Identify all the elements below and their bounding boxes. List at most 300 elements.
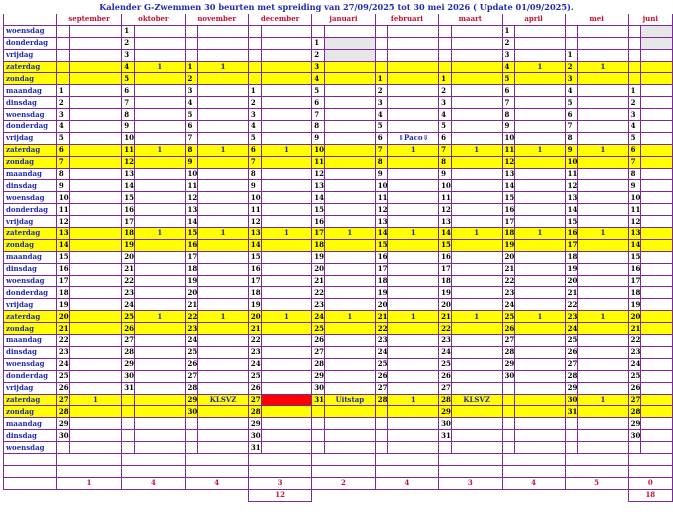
day-number bbox=[122, 394, 135, 406]
day-number: 22 bbox=[375, 323, 388, 335]
day-number: 29 bbox=[56, 418, 69, 430]
session-cell bbox=[388, 192, 439, 204]
session-cell: ⇓Paco⇓ bbox=[388, 132, 439, 144]
day-number: 26 bbox=[56, 382, 69, 394]
day-number: 7 bbox=[122, 97, 135, 109]
day-number: 27 bbox=[312, 346, 325, 358]
day-number bbox=[628, 49, 641, 61]
session-cell bbox=[388, 430, 439, 442]
day-number: 10 bbox=[375, 180, 388, 192]
day-number: 29 bbox=[185, 394, 198, 406]
day-number: 12 bbox=[439, 204, 452, 216]
day-number: 11 bbox=[248, 204, 261, 216]
session-cell: 1 bbox=[198, 61, 249, 73]
calendar-row bbox=[4, 418, 673, 430]
day-number: 16 bbox=[439, 251, 452, 263]
day-number: 2 bbox=[122, 37, 135, 49]
day-number: 14 bbox=[312, 192, 325, 204]
weekday-label: zaterdag bbox=[4, 228, 57, 240]
session-cell: 1 bbox=[69, 394, 122, 406]
day-number: 10 bbox=[628, 192, 641, 204]
session-cell bbox=[261, 37, 312, 49]
session-cell bbox=[641, 109, 673, 121]
session-cell bbox=[515, 97, 565, 109]
day-number: 21 bbox=[56, 323, 69, 335]
day-number bbox=[248, 25, 261, 37]
day-number: 30 bbox=[565, 394, 578, 406]
session-cell bbox=[325, 73, 376, 85]
calendar-row bbox=[4, 49, 673, 61]
day-number bbox=[56, 442, 69, 454]
session-cell bbox=[388, 418, 439, 430]
day-number bbox=[185, 442, 198, 454]
weekday-label: vrijdag bbox=[4, 49, 57, 61]
day-number: 3 bbox=[628, 109, 641, 121]
empty-cell bbox=[4, 489, 57, 501]
day-number: 13 bbox=[439, 216, 452, 228]
day-number: 21 bbox=[502, 263, 515, 275]
weekday-label: maandag bbox=[4, 251, 57, 263]
day-number bbox=[122, 406, 135, 418]
day-number: 22 bbox=[312, 287, 325, 299]
day-number: 9 bbox=[502, 121, 515, 133]
day-number: 5 bbox=[122, 73, 135, 85]
day-number: 30 bbox=[312, 382, 325, 394]
day-number: 3 bbox=[565, 73, 578, 85]
calendar-table bbox=[3, 14, 673, 502]
empty-cell bbox=[56, 489, 121, 501]
session-cell bbox=[69, 85, 122, 97]
day-number: 15 bbox=[565, 216, 578, 228]
session-cell bbox=[451, 25, 502, 37]
day-number: 6 bbox=[565, 109, 578, 121]
day-number bbox=[248, 37, 261, 49]
session-cell bbox=[135, 204, 186, 216]
session-cell bbox=[641, 442, 673, 454]
session-cell bbox=[69, 132, 122, 144]
weekday-label: maandag bbox=[4, 418, 57, 430]
session-cell bbox=[451, 192, 502, 204]
day-number: 3 bbox=[248, 109, 261, 121]
session-cell bbox=[388, 61, 439, 73]
session-cell bbox=[641, 37, 673, 49]
session-cell bbox=[451, 85, 502, 97]
day-number: 17 bbox=[375, 263, 388, 275]
session-cell: Uitstap bbox=[325, 394, 376, 406]
day-number: 5 bbox=[185, 109, 198, 121]
session-cell bbox=[69, 406, 122, 418]
session-cell bbox=[641, 180, 673, 192]
blank-cell bbox=[56, 453, 121, 465]
session-cell bbox=[325, 37, 376, 49]
session-cell bbox=[135, 394, 186, 406]
session-cell bbox=[388, 275, 439, 287]
session-cell: 1 bbox=[515, 61, 565, 73]
session-cell bbox=[325, 61, 376, 73]
blank-row bbox=[4, 453, 673, 465]
session-cell bbox=[135, 97, 186, 109]
session-cell bbox=[325, 358, 376, 370]
session-cell bbox=[198, 406, 249, 418]
session-cell bbox=[261, 370, 312, 382]
session-cell bbox=[198, 180, 249, 192]
session-cell bbox=[69, 287, 122, 299]
session-cell bbox=[135, 109, 186, 121]
session-cell bbox=[451, 442, 502, 454]
session-cell bbox=[135, 180, 186, 192]
session-cell bbox=[451, 370, 502, 382]
day-number: 25 bbox=[56, 370, 69, 382]
session-cell: 1 bbox=[261, 311, 312, 323]
day-number: 23 bbox=[375, 335, 388, 347]
day-number: 28 bbox=[122, 346, 135, 358]
session-cell bbox=[69, 370, 122, 382]
session-cell bbox=[198, 37, 249, 49]
day-number: 20 bbox=[375, 299, 388, 311]
day-number: 4 bbox=[312, 73, 325, 85]
session-cell bbox=[451, 73, 502, 85]
session-cell: 1 bbox=[451, 144, 502, 156]
session-cell bbox=[641, 156, 673, 168]
weekday-label: vrijdag bbox=[4, 382, 57, 394]
month-total: 2 bbox=[312, 477, 375, 489]
calendar-row bbox=[4, 168, 673, 180]
session-cell: 1 bbox=[578, 394, 628, 406]
day-number bbox=[185, 49, 198, 61]
session-cell bbox=[325, 263, 376, 275]
session-cell: 1 bbox=[388, 394, 439, 406]
weekday-label: zaterdag bbox=[4, 311, 57, 323]
session-cell bbox=[641, 168, 673, 180]
day-number: 23 bbox=[312, 299, 325, 311]
day-number: 12 bbox=[312, 168, 325, 180]
day-number: 11 bbox=[502, 144, 515, 156]
day-number: 15 bbox=[312, 204, 325, 216]
day-number: 14 bbox=[375, 228, 388, 240]
day-number: 29 bbox=[122, 358, 135, 370]
session-cell bbox=[578, 275, 628, 287]
session-cell bbox=[261, 73, 312, 85]
session-cell bbox=[451, 358, 502, 370]
session-cell bbox=[451, 216, 502, 228]
day-number: 8 bbox=[375, 156, 388, 168]
day-number: 13 bbox=[122, 168, 135, 180]
session-cell bbox=[261, 323, 312, 335]
day-number: 31 bbox=[312, 394, 325, 406]
session-cell bbox=[641, 418, 673, 430]
day-number: 13 bbox=[185, 204, 198, 216]
day-number: 11 bbox=[628, 204, 641, 216]
calendar-row bbox=[4, 25, 673, 37]
day-number: 21 bbox=[375, 311, 388, 323]
day-number: 15 bbox=[185, 228, 198, 240]
session-cell bbox=[515, 37, 565, 49]
session-cell bbox=[388, 121, 439, 133]
session-cell bbox=[325, 275, 376, 287]
day-number: 25 bbox=[122, 311, 135, 323]
session-cell bbox=[641, 49, 673, 61]
session-cell: 1 bbox=[515, 311, 565, 323]
session-cell bbox=[135, 73, 186, 85]
session-cell: KLSVZ bbox=[198, 394, 249, 406]
day-number bbox=[439, 25, 452, 37]
day-number bbox=[439, 61, 452, 73]
session-cell bbox=[261, 192, 312, 204]
session-cell bbox=[451, 299, 502, 311]
day-number: 17 bbox=[312, 228, 325, 240]
empty-cell bbox=[375, 489, 438, 501]
session-cell bbox=[641, 358, 673, 370]
day-number: 28 bbox=[248, 406, 261, 418]
session-cell bbox=[325, 406, 376, 418]
session-cell bbox=[261, 97, 312, 109]
day-number: 17 bbox=[185, 251, 198, 263]
day-number bbox=[628, 25, 641, 37]
day-number: 19 bbox=[565, 263, 578, 275]
blank-cell bbox=[439, 465, 502, 477]
day-number: 12 bbox=[565, 180, 578, 192]
day-number: 5 bbox=[248, 132, 261, 144]
day-number bbox=[375, 37, 388, 49]
month-header: januari bbox=[312, 14, 375, 25]
day-number bbox=[312, 442, 325, 454]
session-cell bbox=[325, 85, 376, 97]
session-cell: 1 bbox=[135, 228, 186, 240]
day-number bbox=[122, 430, 135, 442]
calendar-row bbox=[4, 216, 673, 228]
calendar-row bbox=[4, 430, 673, 442]
day-number: 22 bbox=[122, 275, 135, 287]
month-header: mei bbox=[565, 14, 628, 25]
day-number bbox=[375, 406, 388, 418]
blank-row bbox=[4, 465, 673, 477]
session-cell bbox=[515, 239, 565, 251]
day-number: 12 bbox=[375, 204, 388, 216]
session-cell bbox=[135, 430, 186, 442]
session-cell bbox=[515, 192, 565, 204]
day-number: 18 bbox=[439, 275, 452, 287]
session-cell bbox=[451, 168, 502, 180]
day-number: 10 bbox=[56, 192, 69, 204]
session-cell bbox=[515, 275, 565, 287]
session-cell bbox=[578, 418, 628, 430]
day-number: 21 bbox=[628, 323, 641, 335]
day-number: 9 bbox=[375, 168, 388, 180]
session-cell bbox=[69, 430, 122, 442]
day-number: 2 bbox=[185, 73, 198, 85]
session-cell bbox=[451, 346, 502, 358]
session-cell bbox=[388, 49, 439, 61]
session-cell bbox=[325, 49, 376, 61]
blank-cell bbox=[122, 465, 185, 477]
session-cell bbox=[261, 263, 312, 275]
session-cell bbox=[578, 370, 628, 382]
session-cell bbox=[325, 97, 376, 109]
day-number: 17 bbox=[122, 216, 135, 228]
session-cell bbox=[261, 180, 312, 192]
day-number: 20 bbox=[439, 299, 452, 311]
session-cell bbox=[578, 109, 628, 121]
session-cell bbox=[578, 239, 628, 251]
session-cell bbox=[515, 442, 565, 454]
session-cell bbox=[325, 287, 376, 299]
day-number: 2 bbox=[312, 49, 325, 61]
calendar-row bbox=[4, 109, 673, 121]
calendar-row bbox=[4, 323, 673, 335]
day-number bbox=[375, 418, 388, 430]
day-number: 4 bbox=[502, 61, 515, 73]
session-cell bbox=[451, 37, 502, 49]
session-cell bbox=[198, 25, 249, 37]
day-number: 18 bbox=[502, 228, 515, 240]
day-number: 7 bbox=[56, 156, 69, 168]
session-cell bbox=[515, 263, 565, 275]
session-cell bbox=[641, 370, 673, 382]
session-cell bbox=[135, 85, 186, 97]
day-number: 16 bbox=[375, 251, 388, 263]
day-number bbox=[185, 418, 198, 430]
session-cell: 1 bbox=[135, 61, 186, 73]
day-number: 9 bbox=[185, 156, 198, 168]
day-number: 21 bbox=[185, 299, 198, 311]
session-cell bbox=[135, 49, 186, 61]
day-number bbox=[375, 49, 388, 61]
calendar-row bbox=[4, 192, 673, 204]
day-number bbox=[565, 37, 578, 49]
session-cell bbox=[69, 216, 122, 228]
day-number: 10 bbox=[439, 180, 452, 192]
day-number: 30 bbox=[248, 430, 261, 442]
session-cell bbox=[578, 25, 628, 37]
session-cell: 1 bbox=[451, 311, 502, 323]
day-number: 20 bbox=[565, 275, 578, 287]
session-cell bbox=[451, 406, 502, 418]
day-number: 7 bbox=[185, 132, 198, 144]
session-cell bbox=[198, 299, 249, 311]
day-number: 16 bbox=[502, 204, 515, 216]
session-cell bbox=[261, 239, 312, 251]
session-cell bbox=[388, 180, 439, 192]
session-cell bbox=[451, 61, 502, 73]
day-number bbox=[628, 61, 641, 73]
day-number: 8 bbox=[628, 168, 641, 180]
day-number: 26 bbox=[122, 323, 135, 335]
calendar-row bbox=[4, 442, 673, 454]
day-number: 26 bbox=[502, 323, 515, 335]
weekday-label: dinsdag bbox=[4, 346, 57, 358]
blank-cell bbox=[312, 465, 375, 477]
session-cell bbox=[451, 287, 502, 299]
day-number bbox=[565, 442, 578, 454]
day-number: 27 bbox=[56, 394, 69, 406]
session-cell bbox=[578, 216, 628, 228]
session-cell bbox=[451, 132, 502, 144]
session-cell bbox=[578, 442, 628, 454]
day-number: 15 bbox=[375, 239, 388, 251]
calendar-row bbox=[4, 239, 673, 251]
session-cell bbox=[69, 442, 122, 454]
session-cell bbox=[578, 430, 628, 442]
session-cell bbox=[641, 61, 673, 73]
day-number: 10 bbox=[312, 144, 325, 156]
day-number: 12 bbox=[56, 216, 69, 228]
session-cell bbox=[515, 382, 565, 394]
weekday-label: vrijdag bbox=[4, 299, 57, 311]
day-number: 16 bbox=[628, 263, 641, 275]
session-cell bbox=[641, 346, 673, 358]
day-number: 20 bbox=[628, 311, 641, 323]
session-cell bbox=[135, 121, 186, 133]
session-cell: 1 bbox=[198, 144, 249, 156]
day-number: 9 bbox=[628, 180, 641, 192]
day-number: 13 bbox=[56, 228, 69, 240]
session-cell bbox=[641, 287, 673, 299]
session-cell bbox=[388, 97, 439, 109]
session-cell bbox=[135, 323, 186, 335]
blank-cell bbox=[185, 453, 248, 465]
day-number: 30 bbox=[628, 430, 641, 442]
month-total: 3 bbox=[439, 477, 502, 489]
session-cell bbox=[641, 73, 673, 85]
session-cell bbox=[69, 180, 122, 192]
day-number: 19 bbox=[248, 299, 261, 311]
month-total: 5 bbox=[565, 477, 628, 489]
calendar-row bbox=[4, 121, 673, 133]
day-number: 8 bbox=[185, 144, 198, 156]
day-number: 28 bbox=[628, 406, 641, 418]
session-cell bbox=[578, 168, 628, 180]
day-number: 31 bbox=[565, 406, 578, 418]
session-cell bbox=[135, 370, 186, 382]
day-number: 7 bbox=[502, 97, 515, 109]
day-number: 8 bbox=[565, 132, 578, 144]
session-cell bbox=[261, 49, 312, 61]
weekday-label: donderdag bbox=[4, 370, 57, 382]
calendar-row bbox=[4, 263, 673, 275]
day-number: 9 bbox=[122, 121, 135, 133]
day-number: 5 bbox=[502, 73, 515, 85]
calendar-row bbox=[4, 156, 673, 168]
day-number: 1 bbox=[628, 85, 641, 97]
session-cell bbox=[388, 109, 439, 121]
day-number bbox=[375, 430, 388, 442]
day-number: 14 bbox=[56, 239, 69, 251]
day-number: 23 bbox=[628, 346, 641, 358]
day-number: 23 bbox=[56, 346, 69, 358]
blank-cell bbox=[628, 465, 672, 477]
day-number bbox=[502, 430, 515, 442]
session-cell: 1 bbox=[198, 228, 249, 240]
day-number: 17 bbox=[56, 275, 69, 287]
day-number: 22 bbox=[56, 335, 69, 347]
session-cell bbox=[261, 418, 312, 430]
session-cell bbox=[641, 239, 673, 251]
day-number: 16 bbox=[56, 263, 69, 275]
session-cell bbox=[325, 121, 376, 133]
session-cell bbox=[261, 299, 312, 311]
day-number: 3 bbox=[312, 61, 325, 73]
session-cell bbox=[641, 430, 673, 442]
day-number: 19 bbox=[312, 251, 325, 263]
calendar-row bbox=[4, 370, 673, 382]
session-cell bbox=[135, 346, 186, 358]
session-cell bbox=[69, 97, 122, 109]
month-header: maart bbox=[439, 14, 502, 25]
session-cell bbox=[515, 216, 565, 228]
day-number: 10 bbox=[565, 156, 578, 168]
day-number: 27 bbox=[122, 335, 135, 347]
session-cell bbox=[515, 299, 565, 311]
